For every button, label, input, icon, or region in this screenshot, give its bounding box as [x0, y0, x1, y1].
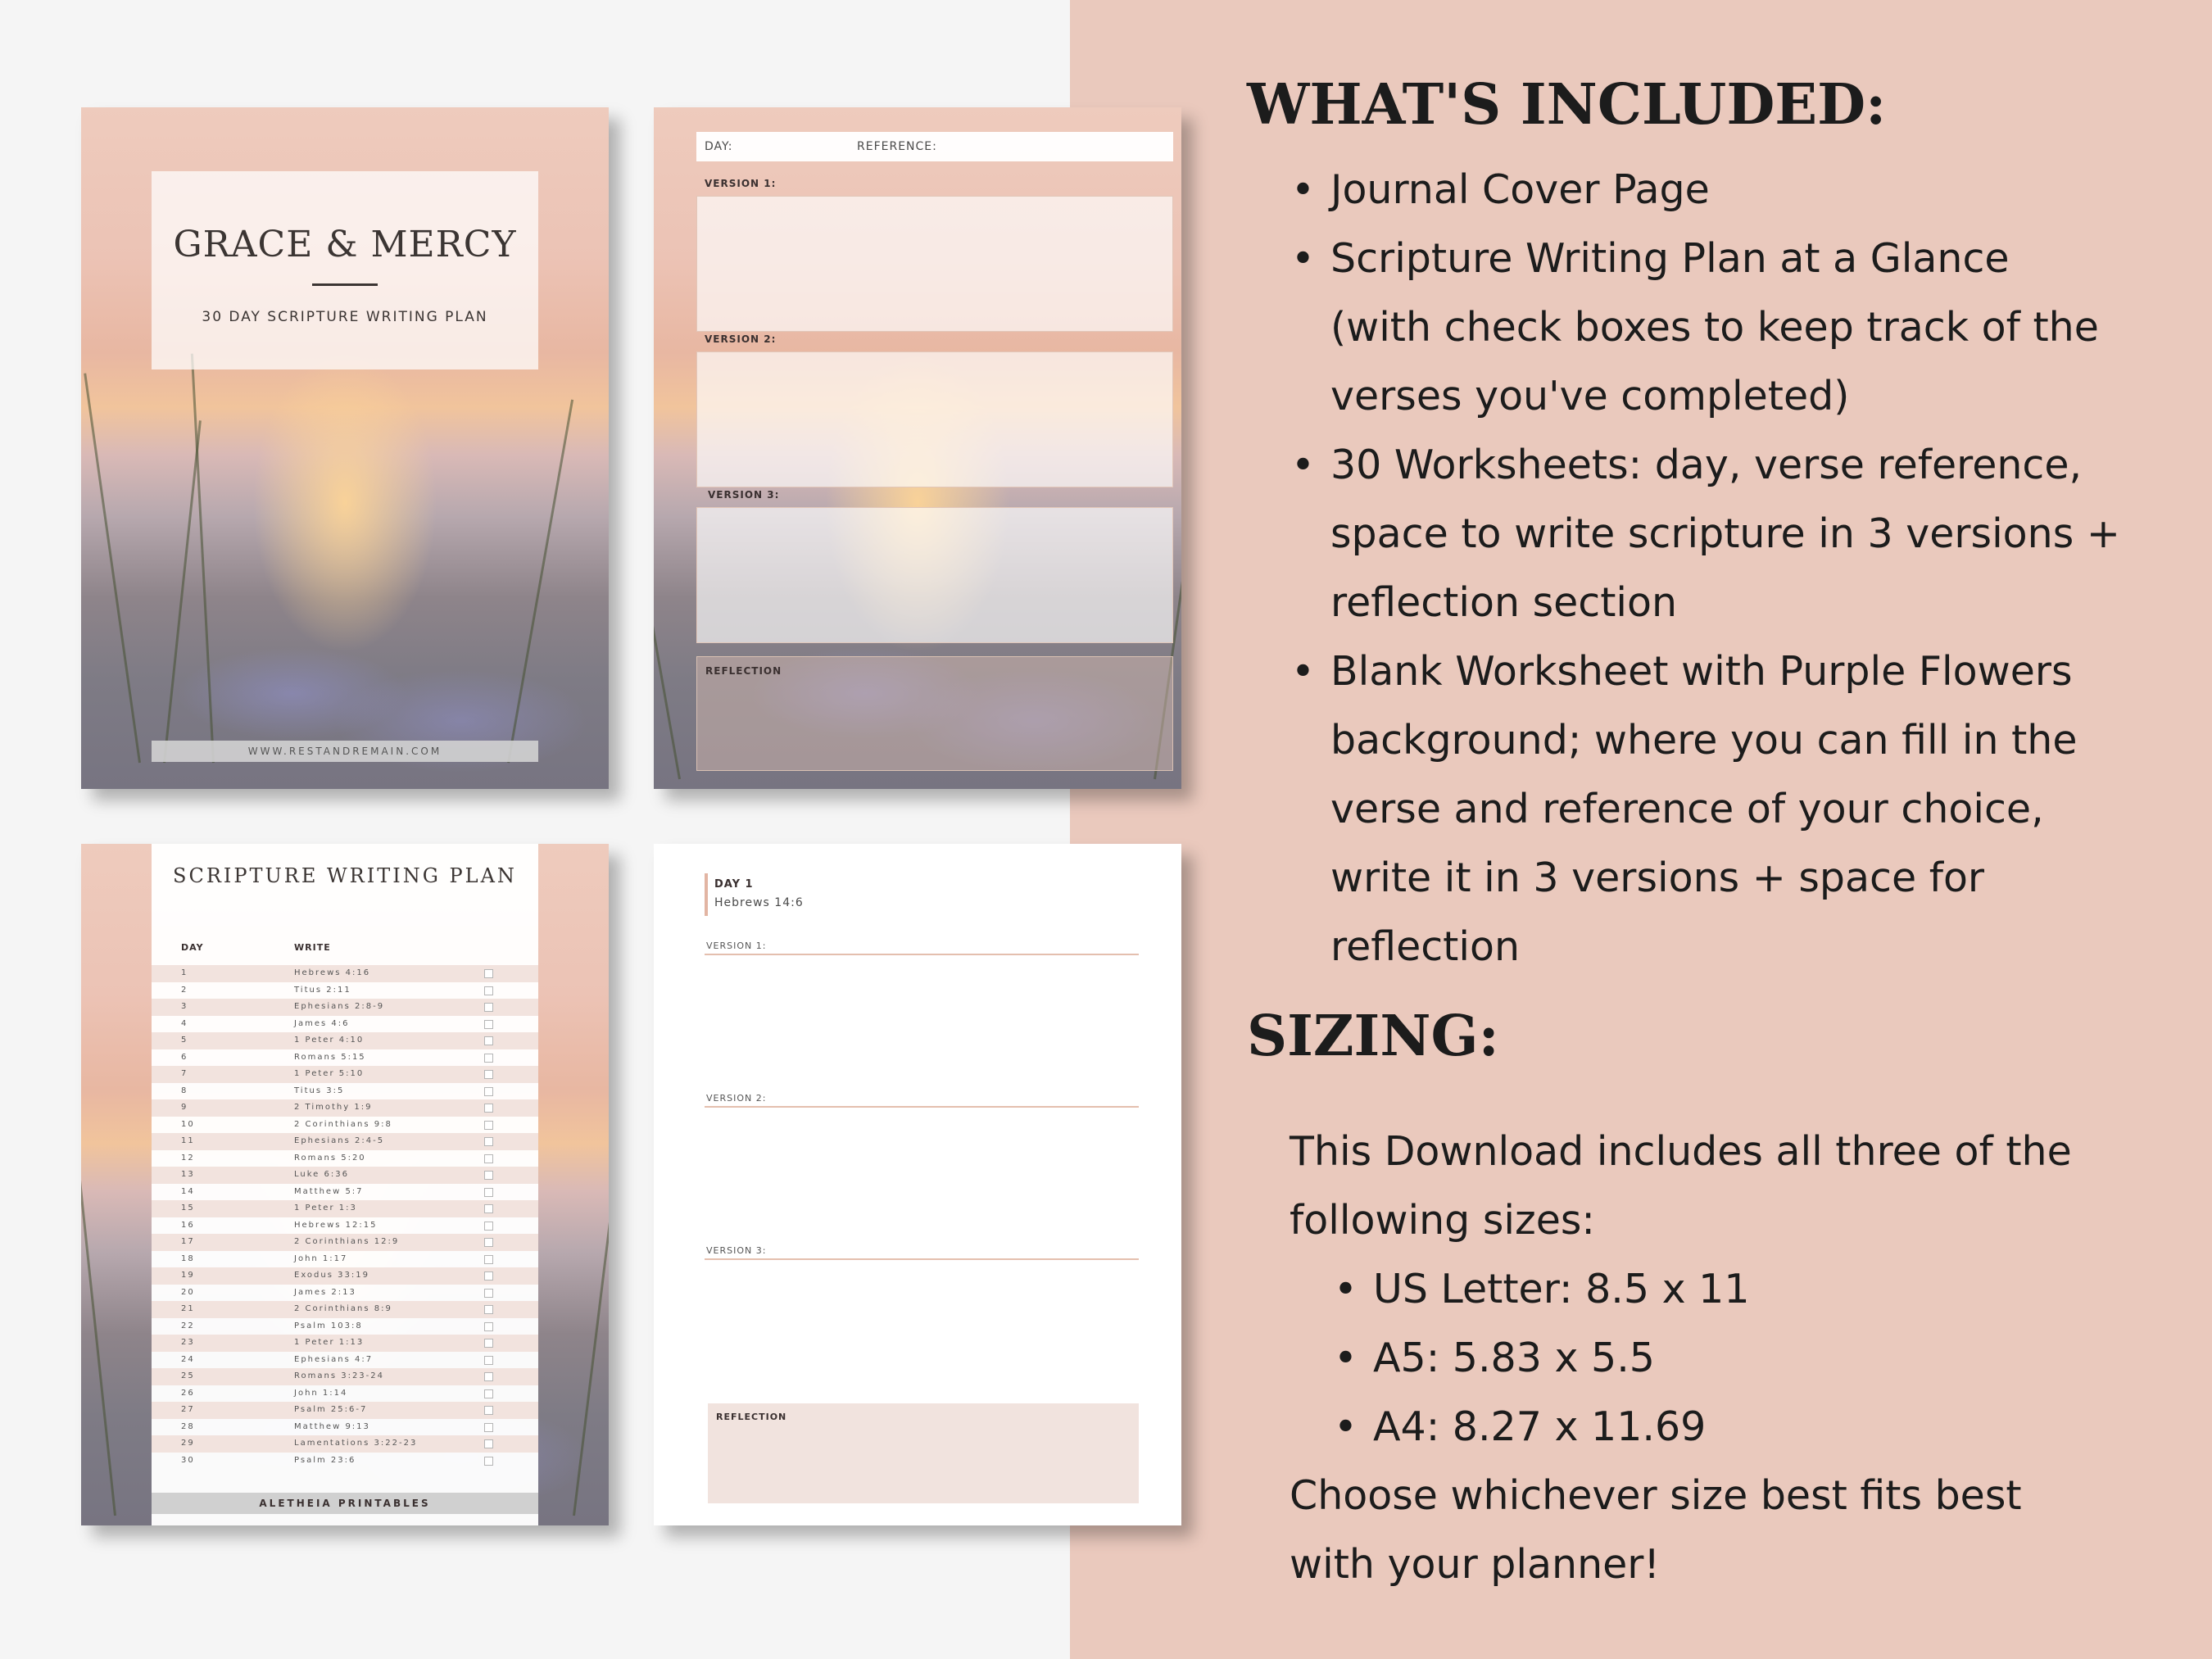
plan-row-reference: John 1:14	[294, 1388, 348, 1398]
plan-row-day: 4	[181, 1018, 188, 1028]
plan-row-reference: Romans 5:20	[294, 1153, 366, 1163]
plan-row-checkbox[interactable]	[484, 1121, 493, 1130]
plan-row-checkbox[interactable]	[484, 1070, 493, 1079]
version1-box	[696, 196, 1173, 332]
plan-row-day: 28	[181, 1421, 195, 1431]
reference-label: REFERENCE:	[857, 140, 937, 153]
plan-row-reference: 1 Peter 5:10	[294, 1069, 365, 1078]
plan-row	[152, 1368, 538, 1385]
plan-row	[152, 1133, 538, 1150]
plan-row-day: 25	[181, 1371, 195, 1380]
plan-table	[152, 926, 538, 1525]
plan-row-reference: 1 Peter 4:10	[294, 1036, 365, 1045]
col-write: WRITE	[294, 942, 331, 953]
plan-row-day: 26	[181, 1388, 195, 1398]
plan-row-reference: 1 Peter 1:3	[294, 1203, 357, 1213]
plan-row-day: 23	[181, 1338, 195, 1347]
included-item-line: • Blank Worksheet with Purple Flowers	[1330, 648, 2073, 695]
plan-row-checkbox[interactable]	[484, 1406, 493, 1415]
plan-row	[152, 1267, 538, 1285]
plan-row-checkbox[interactable]	[484, 1020, 493, 1029]
blank-reflection-label: REFLECTION	[716, 1412, 787, 1422]
sizing-intro-line: This Download includes all three of the	[1290, 1128, 2072, 1175]
sizing-outro-line: with your planner!	[1290, 1541, 1661, 1588]
included-item-line: • Journal Cover Page	[1330, 166, 1710, 213]
plan-row	[152, 982, 538, 999]
sizing-outro-line: Choose whichever size best fits best	[1290, 1472, 2022, 1519]
plan-row-reference: 2 Timothy 1:9	[294, 1103, 373, 1112]
cover-page	[81, 107, 609, 789]
sizes-list	[1373, 1255, 1750, 1462]
plan-row-reference: 2 Corinthians 12:9	[294, 1237, 400, 1246]
plan-row	[152, 1335, 538, 1352]
sizing-heading: SIZING:	[1247, 1004, 1499, 1069]
plan-row-reference: John 1:17	[294, 1253, 348, 1263]
plan-row	[152, 1032, 538, 1049]
plan-row-checkbox[interactable]	[484, 1036, 493, 1045]
plan-row-checkbox[interactable]	[484, 1087, 493, 1096]
plan-row-day: 1	[181, 968, 188, 977]
cover-title-box	[152, 171, 538, 369]
plan-row-checkbox[interactable]	[484, 1457, 493, 1466]
sizing-intro-line: following sizes:	[1290, 1197, 1595, 1244]
plan-row-checkbox[interactable]	[484, 1439, 493, 1448]
col-day: DAY	[181, 942, 204, 953]
plan-row-checkbox[interactable]	[484, 1305, 493, 1314]
plan-row-reference: James 4:6	[294, 1018, 350, 1028]
version2-box	[696, 351, 1173, 487]
plan-row-day: 9	[181, 1103, 188, 1112]
plan-row-checkbox[interactable]	[484, 1356, 493, 1365]
plan-row-day: 16	[181, 1220, 195, 1230]
included-item-line: background; where you can fill in the	[1330, 717, 2078, 764]
plan-rows	[152, 965, 538, 1469]
plan-row	[152, 1117, 538, 1134]
plan-row-day: 7	[181, 1069, 188, 1078]
plan-row-checkbox[interactable]	[484, 1003, 493, 1012]
day-accent-bar	[705, 873, 708, 916]
plan-row-reference: Matthew 9:13	[294, 1421, 370, 1431]
plan-row-reference: 2 Corinthians 9:8	[294, 1119, 392, 1129]
day-label: DAY:	[705, 140, 733, 153]
plan-row-day: 17	[181, 1237, 195, 1246]
blank-version2-line	[705, 1106, 1139, 1108]
plan-row-reference: Hebrews 4:16	[294, 968, 371, 977]
plan-row-reference: Titus 3:5	[294, 1086, 345, 1095]
size-item: • US Letter: 8.5 x 11	[1373, 1255, 1750, 1324]
plan-row	[152, 1049, 538, 1067]
included-item-line: reflection section	[1330, 579, 1678, 626]
plan-row-checkbox[interactable]	[484, 969, 493, 978]
plan-row	[152, 1419, 538, 1436]
version1-label: VERSION 1:	[705, 178, 777, 189]
plan-row-reference: Exodus 33:19	[294, 1271, 369, 1280]
plan-row-reference: Hebrews 12:15	[294, 1220, 378, 1230]
plan-row-day: 14	[181, 1186, 195, 1196]
plan-row-reference: Psalm 25:6-7	[294, 1405, 368, 1414]
plan-row	[152, 1435, 538, 1453]
plan-row-reference: Psalm 103:8	[294, 1321, 363, 1330]
plan-row-day: 10	[181, 1119, 195, 1129]
plan-row	[152, 1402, 538, 1419]
plan-row-reference: James 2:13	[294, 1287, 356, 1297]
included-item-line: space to write scripture in 3 versions +	[1330, 510, 2120, 557]
plan-row	[152, 1066, 538, 1083]
plan-row-day: 15	[181, 1203, 195, 1213]
included-item	[1330, 224, 2120, 431]
plan-row-checkbox[interactable]	[484, 1204, 493, 1213]
plan-table-header	[152, 926, 538, 965]
plan-row	[152, 1234, 538, 1251]
plan-row	[152, 1016, 538, 1033]
plan-row-checkbox[interactable]	[484, 1423, 493, 1432]
plan-row-reference: Ephesians 4:7	[294, 1354, 374, 1364]
size-item: • A4: 8.27 x 11.69	[1373, 1393, 1750, 1462]
plan-row-day: 20	[181, 1287, 195, 1297]
plan-row-reference: Matthew 5:7	[294, 1186, 364, 1196]
plan-row-day: 21	[181, 1304, 195, 1313]
plan-row-checkbox[interactable]	[484, 1188, 493, 1197]
plan-row-reference: Luke 6:36	[294, 1170, 349, 1179]
plan-footer: ALETHEIA PRINTABLES	[152, 1493, 538, 1514]
plan-row-checkbox[interactable]	[484, 1322, 493, 1331]
plan-row-reference: Lamentations 3:22-23	[294, 1439, 418, 1448]
plan-row-checkbox[interactable]	[484, 1271, 493, 1281]
plan-row-checkbox[interactable]	[484, 1339, 493, 1348]
plan-row-day: 27	[181, 1405, 195, 1414]
plan-row-day: 29	[181, 1439, 195, 1448]
plan-row-day: 11	[181, 1136, 195, 1145]
plan-row-day: 6	[181, 1052, 188, 1062]
plan-row	[152, 999, 538, 1016]
plan-row	[152, 1167, 538, 1184]
cover-divider	[312, 283, 378, 286]
plan-row-day: 5	[181, 1036, 188, 1045]
included-item-line: • Scripture Writing Plan at a Glance	[1330, 235, 2010, 282]
plan-row-day: 3	[181, 1002, 188, 1011]
plan-row-day: 19	[181, 1271, 195, 1280]
version3-label: VERSION 3:	[708, 489, 780, 501]
blank-version2-label: VERSION 2:	[706, 1093, 767, 1104]
plan-row-day: 24	[181, 1354, 195, 1364]
cover-footer: WWW.RESTANDREMAIN.COM	[152, 741, 538, 762]
plan-row-reference: 1 Peter 1:13	[294, 1338, 365, 1347]
plan-row-day: 30	[181, 1455, 195, 1465]
plan-row-checkbox[interactable]	[484, 1054, 493, 1063]
plan-row-checkbox[interactable]	[484, 1137, 493, 1146]
blank-worksheet-page	[654, 844, 1181, 1525]
reflection-box	[696, 656, 1173, 771]
included-item-line: reflection	[1330, 923, 1521, 970]
plan-row	[152, 1301, 538, 1318]
included-list	[1330, 156, 2120, 981]
sizing-intro	[1290, 1117, 2072, 1255]
included-item-line: (with check boxes to keep track of the	[1330, 304, 2099, 351]
plan-row	[152, 1099, 538, 1117]
version2-label: VERSION 2:	[705, 333, 777, 345]
plan-row	[152, 1352, 538, 1369]
plan-row	[152, 1200, 538, 1217]
plan-row-reference: Romans 3:23-24	[294, 1371, 385, 1380]
plan-row-day: 13	[181, 1170, 195, 1179]
plan-row	[152, 965, 538, 982]
included-item-line: verses you've completed)	[1330, 373, 1850, 419]
included-item	[1330, 156, 2120, 224]
plan-row	[152, 1385, 538, 1403]
included-item	[1330, 431, 2120, 637]
cover-title: GRACE & MERCY	[173, 224, 517, 265]
included-heading: WHAT'S INCLUDED:	[1247, 72, 1887, 138]
worksheet-page	[654, 107, 1181, 789]
sizing-outro	[1290, 1462, 2022, 1599]
plan-row-checkbox[interactable]	[484, 1372, 493, 1381]
plan-row-checkbox[interactable]	[484, 1289, 493, 1298]
plan-row	[152, 1184, 538, 1201]
plan-row-checkbox[interactable]	[484, 1104, 493, 1113]
blank-version1-line	[705, 954, 1139, 955]
plan-row-day: 22	[181, 1321, 195, 1330]
reflection-label: REFLECTION	[705, 665, 782, 677]
plan-row-reference: Ephesians 2:4-5	[294, 1136, 385, 1145]
blank-version1-label: VERSION 1:	[706, 941, 767, 951]
plan-row-checkbox[interactable]	[484, 1389, 493, 1398]
plan-row	[152, 1453, 538, 1470]
plan-row-reference: Titus 2:11	[294, 985, 351, 995]
blank-reflection-box	[708, 1403, 1139, 1503]
plan-row	[152, 1251, 538, 1268]
plan-row-checkbox[interactable]	[484, 1222, 493, 1231]
size-item: • A5: 5.83 x 5.5	[1373, 1324, 1750, 1393]
plan-row-checkbox[interactable]	[484, 1255, 493, 1264]
cover-subtitle: 30 DAY SCRIPTURE WRITING PLAN	[202, 309, 488, 325]
plan-row-day: 12	[181, 1153, 195, 1163]
plan-row-reference: Romans 5:15	[294, 1052, 366, 1062]
plan-title: SCRIPTURE WRITING PLAN	[152, 844, 538, 926]
plan-row	[152, 1217, 538, 1235]
version3-box	[696, 507, 1173, 643]
plan-row	[152, 1318, 538, 1335]
plan-row-day: 18	[181, 1253, 195, 1263]
included-item-line: • 30 Worksheets: day, verse reference,	[1330, 442, 2083, 488]
plan-row-reference: Ephesians 2:8-9	[294, 1002, 385, 1011]
included-item-line: verse and reference of your choice,	[1330, 786, 2044, 832]
plan-row-checkbox[interactable]	[484, 1154, 493, 1163]
day-title: DAY 1	[714, 878, 754, 891]
plan-row	[152, 1083, 538, 1100]
plan-row-checkbox[interactable]	[484, 1238, 493, 1247]
worksheet-header	[696, 132, 1173, 161]
plan-row	[152, 1150, 538, 1167]
plan-row-day: 8	[181, 1086, 188, 1095]
blank-version3-line	[705, 1258, 1139, 1260]
blank-version3-label: VERSION 3:	[706, 1245, 767, 1256]
day-reference: Hebrews 14:6	[714, 896, 804, 909]
plan-row-reference: Psalm 23:6	[294, 1455, 356, 1465]
plan-row-day: 2	[181, 985, 188, 995]
plan-row-reference: 2 Corinthians 8:9	[294, 1304, 392, 1313]
plan-page	[81, 844, 609, 1525]
plan-row	[152, 1285, 538, 1302]
plan-row-checkbox[interactable]	[484, 1171, 493, 1180]
plan-row-checkbox[interactable]	[484, 986, 493, 995]
included-item	[1330, 637, 2120, 981]
included-item-line: write it in 3 versions + space for	[1330, 854, 1985, 901]
